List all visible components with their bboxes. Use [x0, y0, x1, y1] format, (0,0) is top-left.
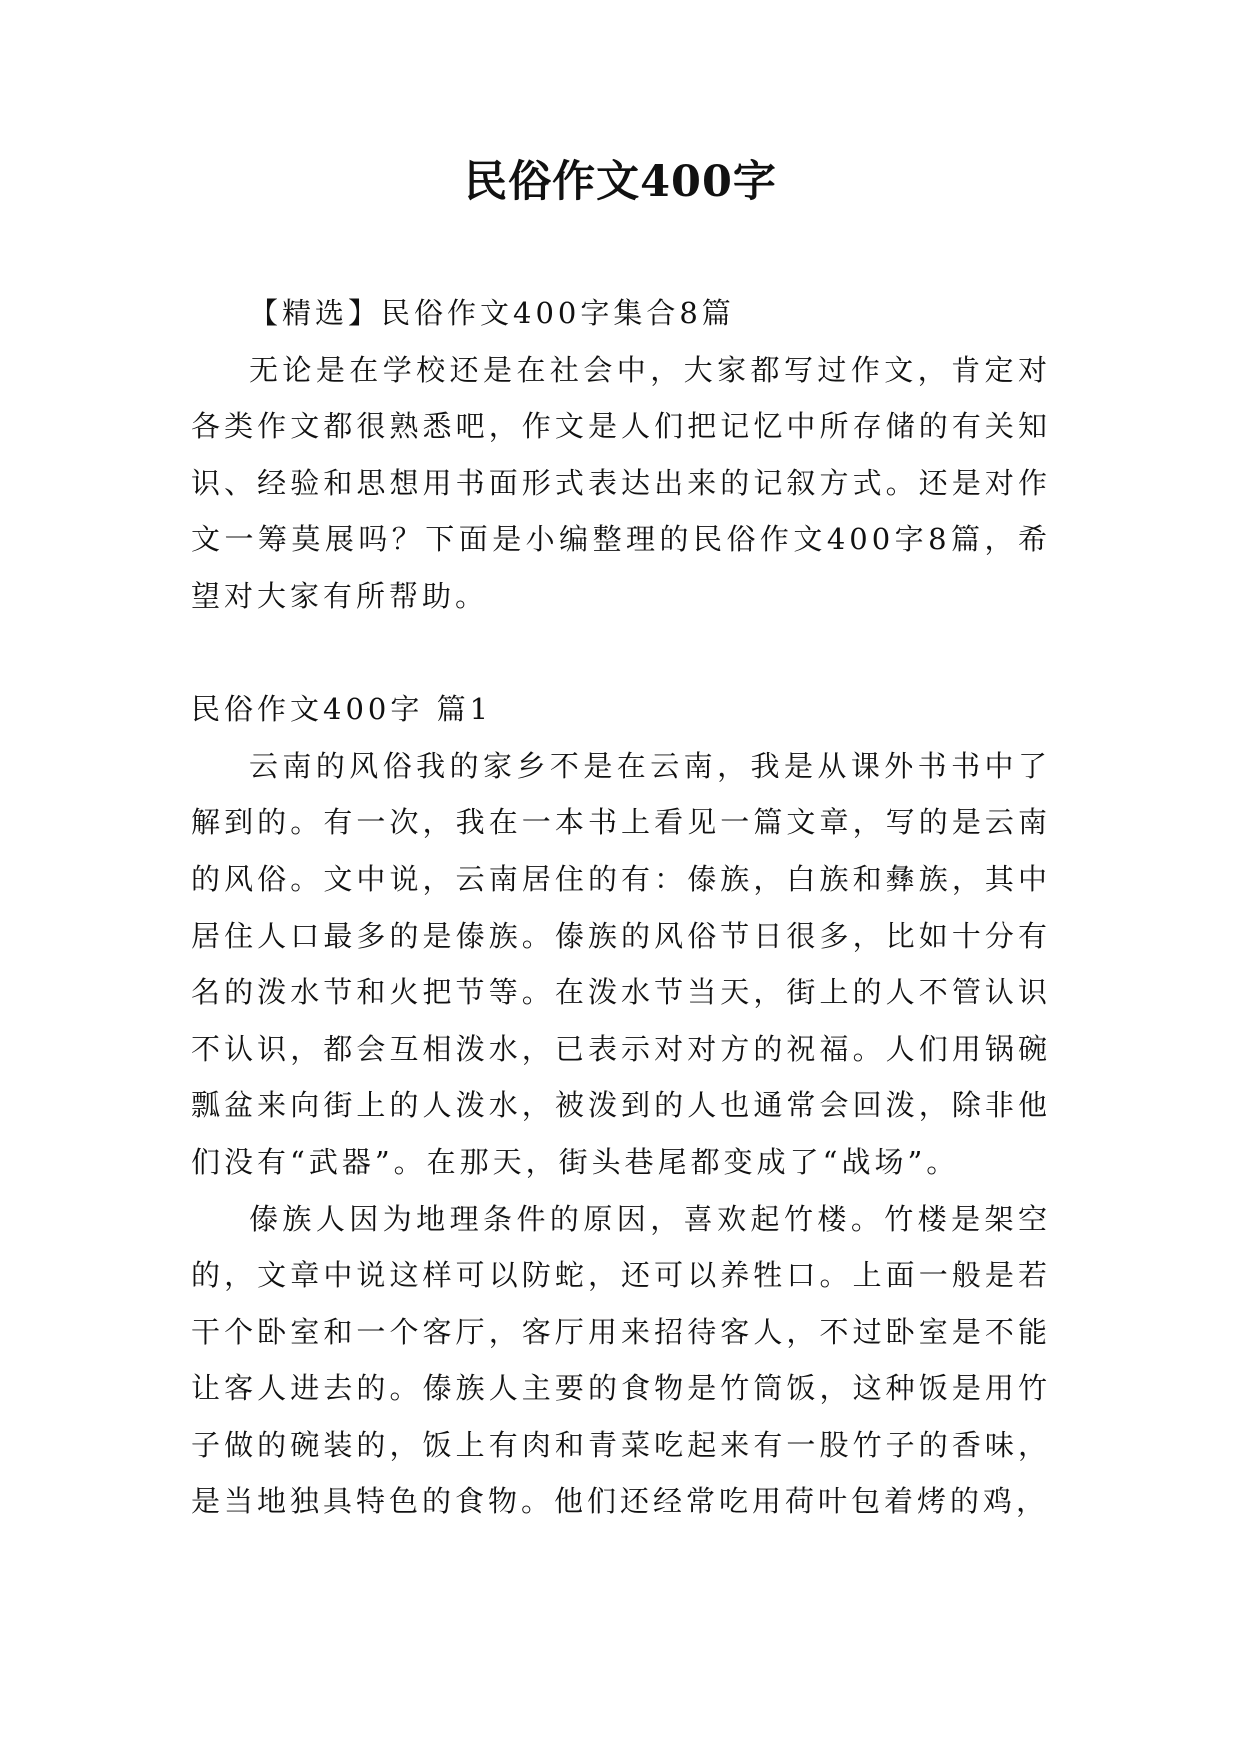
document-body: [191, 285, 1051, 1530]
section-paragraph: 云南的风俗我的家乡不是在云南，我是从课外书书中了解到的。有一次，我在一本书上看见一篇文章，写的是云南的风俗。文中说，云南居住的有：傣族，白族和彝族，其中居住人口最多的是傣族。傣族的风俗节日很多，比如十分有名的泼水节和火把节等。在泼水节当天，街上的人不管认识不认识，都会互相泼水，已表示对对方的祝福。人们用锅碗瓢盆来向街上的人泼水，被泼到的人也通常会回泼，除非他们没有“武器”。在那天，街头巷尾都变成了“战场”。: [191, 748, 1051, 1179]
paragraph-spacer: [191, 625, 1051, 682]
intro-heading: 【精选】民俗作文400字集合8篇: [249, 296, 735, 330]
document-title: 民俗作文400字: [464, 157, 777, 207]
section-heading: 民俗作文400字 篇1: [191, 692, 493, 727]
intro-paragraph: 无论是在学校还是在社会中，大家都写过作文，肯定对各类作文都很熟悉吧，作文是人们把记忆中所存储的有关知识、经验和思想用书面形式表达出来的记叙方式。还是对作文一筹莫展吗？下面是小编整理的民俗作文400字8篇，希望对大家有所帮助。: [191, 352, 1051, 613]
section-paragraph: 傣族人因为地理条件的原因，喜欢起竹楼。竹楼是架空的，文章中说这样可以防蛇，还可以养牲口。上面一般是若干个卧室和一个客厅，客厅用来招待客人，不过卧室是不能让客人进去的。傣族人主要的食物是竹筒饭，这种饭是用竹子做的碗装的，饭上有肉和青菜吃起来有一股竹子的香味，是当地独具特色的食物。他们还经常吃用荷叶包着烤的鸡，: [191, 1201, 1051, 1519]
